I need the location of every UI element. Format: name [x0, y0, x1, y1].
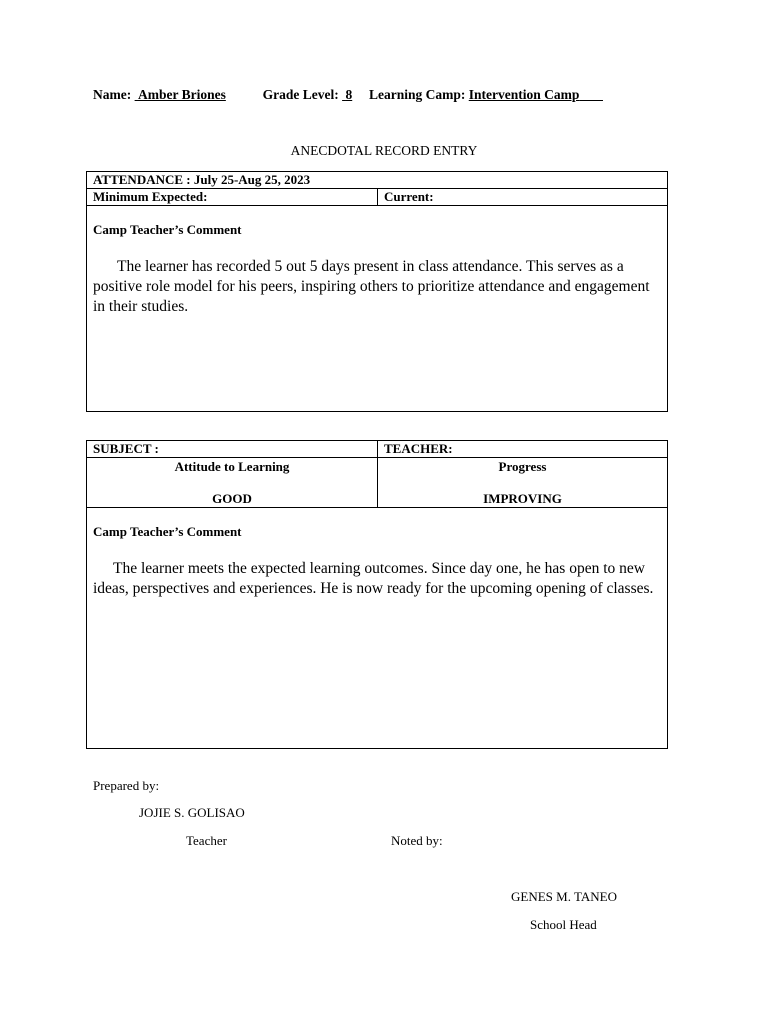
- attitude-label: Attitude to Learning: [174, 459, 290, 474]
- student-info-line: [93, 87, 603, 103]
- subject-comment-cell: [87, 508, 668, 749]
- attendance-comment-text: The learner has recorded 5 out 5 days present in class attendance. This serves as a positive role model for his peers, inspiring others to prioritize attendance and engagement in their studies.: [93, 258, 650, 315]
- teacher-label: TEACHER:: [378, 441, 668, 458]
- subject-comment-label: Camp Teacher’s Comment: [93, 524, 242, 539]
- attendance-comment-label: Camp Teacher’s Comment: [93, 222, 242, 237]
- progress-label: Progress: [498, 459, 547, 474]
- name-value: Amber Briones: [137, 87, 226, 102]
- camp-value: Intervention Camp: [468, 87, 580, 102]
- attitude-cell: [87, 458, 378, 508]
- grade-value: 8: [345, 87, 353, 102]
- noted-by-label: Noted by:: [391, 833, 443, 848]
- current-label: Current:: [378, 189, 668, 206]
- prepared-by-label: Prepared by:: [93, 778, 160, 793]
- attendance-table: [86, 171, 668, 412]
- camp-label: Learning Camp:: [368, 87, 466, 102]
- name-label: Name:: [93, 87, 132, 102]
- page-title: ANECDOTAL RECORD ENTRY: [290, 143, 478, 158]
- attitude-value: GOOD: [212, 491, 252, 506]
- subject-comment-text: The learner meets the expected learning outcomes. Since day one, he has open to new ideas, perspectives and experiences. He is now ready for the upcoming opening of classes.: [93, 560, 654, 597]
- progress-value: IMPROVING: [483, 491, 562, 506]
- school-head-name: GENES M. TANEO: [511, 889, 617, 904]
- grade-label: Grade Level:: [262, 87, 339, 102]
- attendance-heading: ATTENDANCE : July 25-Aug 25, 2023: [87, 172, 668, 189]
- progress-cell: [378, 458, 668, 508]
- attendance-comment-cell: [87, 206, 668, 412]
- teacher-name: JOJIE S. GOLISAO: [139, 805, 245, 820]
- subject-table: [86, 440, 668, 749]
- school-head-role: School Head: [530, 917, 597, 932]
- minimum-expected-label: Minimum Expected:: [87, 189, 378, 206]
- teacher-role: Teacher: [186, 833, 227, 848]
- subject-label: SUBJECT :: [87, 441, 378, 458]
